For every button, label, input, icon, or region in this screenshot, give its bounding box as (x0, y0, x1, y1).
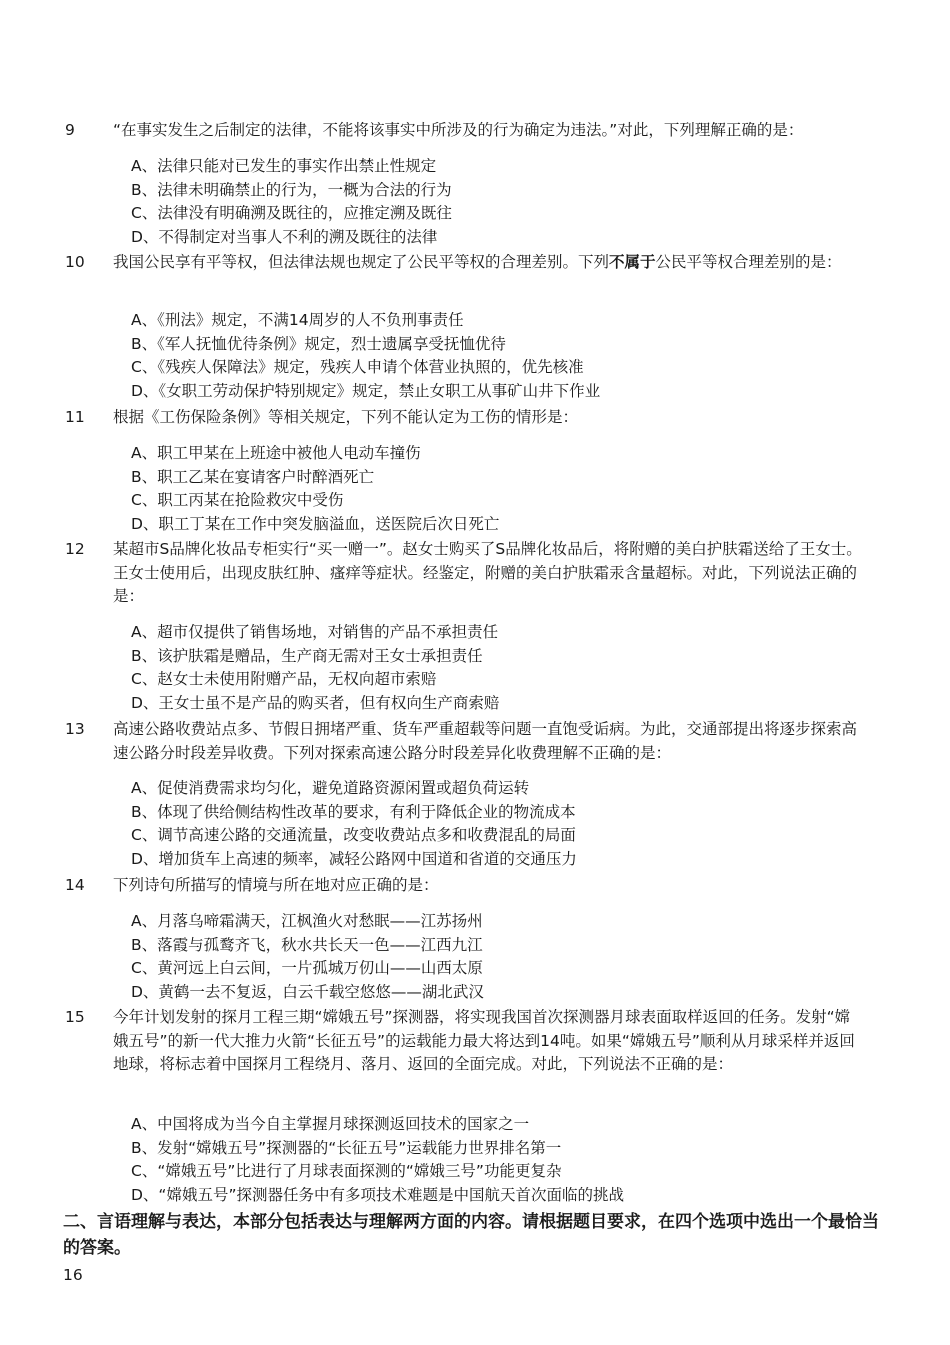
section-heading: 二、言语理解与表达，本部分包括表达与理解两方面的内容。请根据题目要求，在四个选项中选出一个最恰当的答案。 (63, 1212, 879, 1258)
option-list (131, 777, 891, 871)
question-stem: 下列诗句所描写的情境与所在地对应正确的是： (113, 876, 439, 894)
option-c: C、职工丙某在抢险救灾中受伤 (131, 491, 344, 509)
option-list (131, 309, 891, 403)
option-b: B、法律未明确禁止的行为，一概为合法的行为 (131, 180, 452, 199)
question-stem: 某超市S品牌化妆品专柜实行“买一赠一”。赵女士购买了S品牌化妆品后，将附赠的美白护肤霜送给了王女士。王女士使用后，出现皮肤红肿、瘙痒等症状。经鉴定，附赠的美白护肤霜汞含量超标。对此，下列说法正确的是： (113, 540, 862, 605)
option-b: B、《军人抚恤优待条例》规定，烈士遗属享受抚恤优待 (131, 334, 506, 353)
option-c: C、赵女士未使用附赠产品，无权向超市索赔 (131, 670, 437, 688)
question-number: 14 (65, 876, 85, 894)
stem-text-after: 公民平等权合理差别的是： (655, 253, 842, 271)
option-list (131, 621, 891, 715)
option-list (131, 1113, 891, 1207)
option-a: A、法律只能对已发生的事实作出禁止性规定 (131, 157, 437, 175)
option-list (131, 910, 891, 1004)
question-number: 15 (65, 1008, 85, 1026)
question-number: 12 (65, 540, 85, 558)
option-b: B、体现了供给侧结构性改革的要求，有利于降低企业的物流成本 (131, 802, 576, 821)
option-d: D、黄鹤一去不复返，白云千载空悠悠——湖北武汉 (131, 982, 484, 1001)
option-list (131, 442, 891, 536)
option-c: C、调节高速公路的交通流量，改变收费站点多和收费混乱的局面 (131, 826, 576, 844)
option-d: D、职工丁某在工作中突发脑溢血，送医院后次日死亡 (131, 514, 500, 533)
option-d: D、“嫦娥五号”探测器任务中有多项技术难题是中国航天首次面临的挑战 (131, 1185, 624, 1204)
option-d: D、《女职工劳动保护特别规定》规定，禁止女职工从事矿山井下作业 (131, 381, 601, 400)
option-b: B、发射“嫦娥五号”探测器的“长征五号”运载能力世界排名第一 (131, 1138, 562, 1157)
question-stem: 根据《工伤保险条例》等相关规定，下列不能认定为工伤的情形是： (113, 408, 579, 426)
option-c: C、《残疾人保障法》规定，残疾人申请个体营业执照的，优先核准 (131, 358, 584, 376)
stem-emphasis: 不属于 (609, 253, 656, 271)
question-number: 16 (63, 1266, 83, 1284)
option-a: A、《刑法》规定，不满14周岁的人不负刑事责任 (131, 311, 464, 329)
option-c: C、“嫦娥五号”比进行了月球表面探测的“嫦娥三号”功能更复杂 (131, 1162, 562, 1180)
option-b: B、该护肤霜是赠品，生产商无需对王女士承担责任 (131, 646, 483, 665)
question-number: 11 (65, 408, 85, 426)
option-a: A、超市仅提供了销售场地，对销售的产品不承担责任 (131, 623, 499, 641)
option-c: C、法律没有明确溯及既往的，应推定溯及既往 (131, 204, 452, 222)
question-number: 10 (65, 253, 85, 271)
option-b: B、落霞与孤鹜齐飞，秋水共长天一色——江西九江 (131, 935, 483, 954)
question-stem: “在事实发生之后制定的法律，不能将该事实中所涉及的行为确定为违法。”对此，下列理解正确的是： (113, 121, 804, 139)
option-list (131, 155, 891, 249)
stem-text-before: 我国公民享有平等权，但法律法规也规定了公民平等权的合理差别。下列 (113, 253, 610, 271)
question-stem: 高速公路收费站点多、节假日拥堵严重、货车严重超载等问题一直饱受诟病。为此，交通部提出将逐步探索高速公路分时段差异收费。下列对探索高速公路分时段差异化收费理解不正确的是： (113, 720, 858, 762)
option-d: D、王女士虽不是产品的购买者，但有权向生产商索赔 (131, 693, 500, 712)
option-d: D、增加货车上高速的频率，减轻公路网中国道和省道的交通压力 (131, 849, 577, 868)
option-d: D、不得制定对当事人不利的溯及既往的法律 (131, 227, 438, 246)
option-a: A、中国将成为当今自主掌握月球探测返回技术的国家之一 (131, 1115, 530, 1133)
option-a: A、促使消费需求均匀化，避免道路资源闲置或超负荷运转 (131, 779, 530, 797)
option-b: B、职工乙某在宴请客户时醉酒死亡 (131, 467, 375, 486)
question-number: 9 (65, 121, 75, 139)
question-stem: 今年计划发射的探月工程三期“嫦娥五号”探测器，将实现我国首次探测器月球表面取样返回的任务。发射“嫦娥五号”的新一代大推力火箭“长征五号”的运载能力最大将达到14吨。如果“嫦娥五号”顺利从月球采样并返回地球，将标志着中国探月工程绕月、落月、返回的全面完成。对此，下列说法不正确的是： (113, 1008, 855, 1073)
option-a: A、月落乌啼霜满天，江枫渔火对愁眠——江苏扬州 (131, 912, 483, 930)
question-number: 13 (65, 720, 85, 738)
option-a: A、职工甲某在上班途中被他人电动车撞伤 (131, 444, 421, 462)
question-stem (113, 251, 863, 275)
option-c: C、黄河远上白云间，一片孤城万仞山——山西太原 (131, 959, 483, 977)
